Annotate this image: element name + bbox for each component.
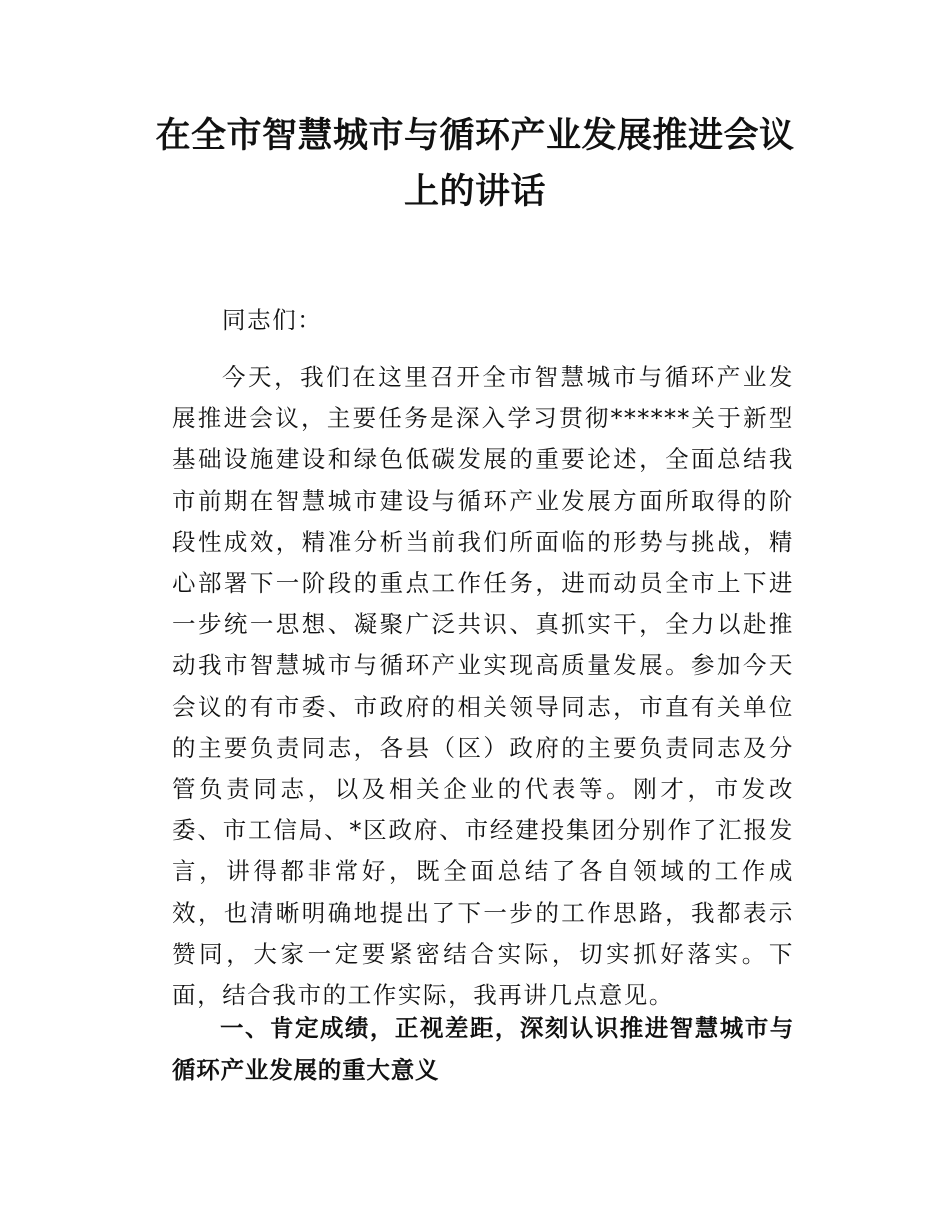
salutation: 同志们： bbox=[222, 306, 323, 334]
section-heading: 一、肯定成绩，正视差距，深刻认识推进智慧城市与循环产业发展的重大意义 bbox=[172, 1014, 794, 1084]
document-title: 在全市智慧城市与循环产业发展推进会议上的讲话 bbox=[155, 116, 795, 212]
body-paragraph: 今天，我们在这里召开全市智慧城市与循环产业发展推进会议，主要任务是深入学习贯彻******关于新型基础设施建设和绿色低碳发展的重要论述，全面总结我市前期在智慧城市建设与循环产业发展方面所取得的阶段性成效，精准分析当前我们所面临的形势与挑战，精心部署下一阶段的重点工作任务，进而动员全市上下进一步统一思想、凝聚广泛共识、真抓实干，全力以赴推动我市智慧城市与循环产业实现高质量发展。参加今天会议的有市委、市政府的相关领导同志，市直有关单位的主要负责同志，各县（区）政府的主要负责同志及分管负责同志，以及相关企业的代表等。刚才，市发改委、市工信局、*区政府、市经建投集团分别作了汇报发言，讲得都非常好，既全面总结了各自领域的工作成效，也清晰明确地提出了下一步的工作思路，我都表示赞同，大家一定要紧密结合实际，切实抓好落实。下面，结合我市的工作实际，我再讲几点意见。 bbox=[172, 363, 794, 1010]
